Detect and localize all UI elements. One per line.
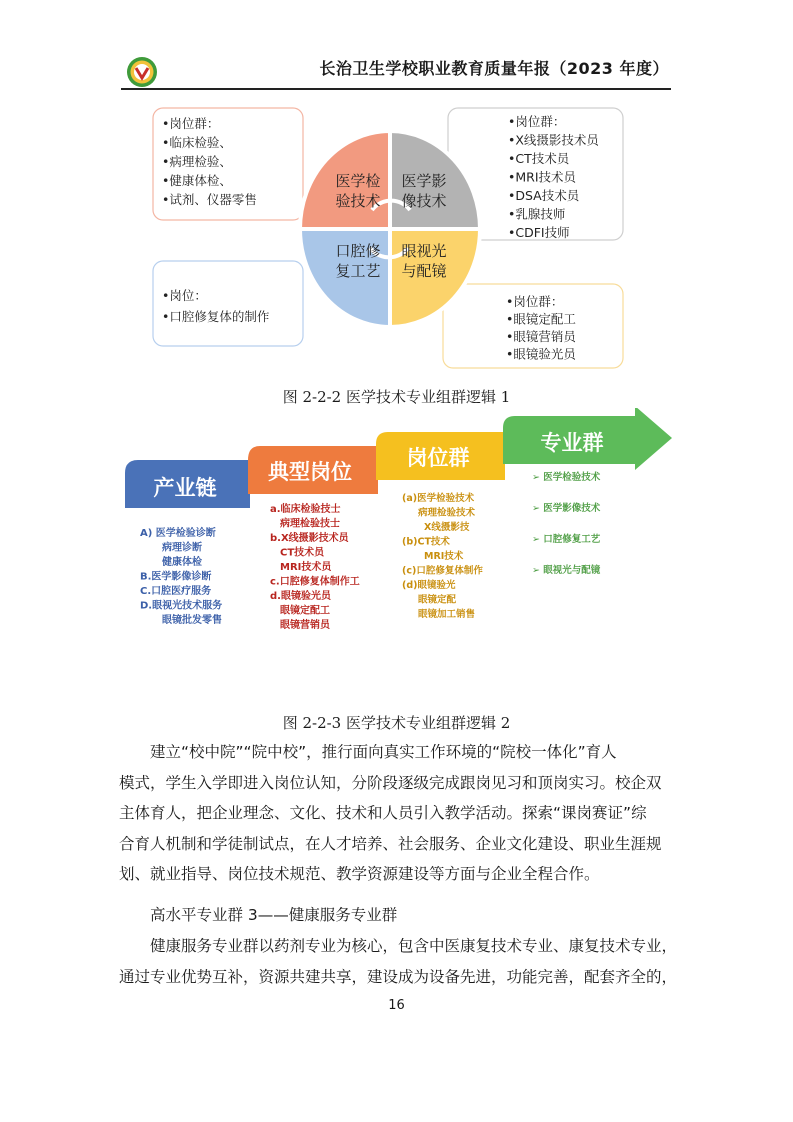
header-title: 长治卫生学校职业教育质量年报（2023 年度）: [319, 59, 669, 78]
quadrant-optometry-label-1: 眼视光: [401, 242, 447, 260]
box-imaging-line-5: •DSA技术员: [508, 188, 580, 203]
box-optometry-line-4: •眼镜验光员: [506, 346, 576, 362]
quadrant-dental-label-2: 复工艺: [335, 262, 381, 280]
paragraph-1: [119, 737, 675, 890]
paragraph-2-line-1: 健康服务专业群以药剂专业为核心，包含中医康复技术专业、康复技术专业，: [150, 937, 678, 955]
typical-post-line-5: MRI技术员: [280, 562, 332, 573]
typical-post-line-8: 眼镜定配工: [280, 605, 330, 617]
figure-2-caption: 图 2-2-3 医学技术专业组群逻辑 2: [282, 714, 511, 732]
box-dental-line-2: •口腔修复体的制作: [162, 309, 270, 324]
paragraph-1-line-1: 建立“校中院”“院中校”，推行面向真实工作环境的“院校一体化”育人: [150, 743, 617, 761]
post-group-line-3: X线摄影技: [424, 522, 470, 533]
box-imaging-line-6: •乳腺技师: [508, 206, 566, 222]
industry-chain-line-5: C.口腔医疗服务: [140, 586, 212, 597]
box-imaging-line-2: •X线摄影技术员: [508, 132, 599, 148]
quadrant-dental-label-1: 口腔修: [335, 242, 381, 260]
box-imaging-line-4: •MRI技术员: [508, 169, 577, 185]
industry-chain-line-3: 健康体检: [162, 557, 202, 568]
quadrant-optometry-label-2: 与配镜: [401, 262, 447, 280]
specialty-group-line-1: ➢ 医学检验技术: [532, 472, 601, 483]
school-logo: [126, 56, 158, 88]
box-clinical-line-3: •病理检验、: [162, 154, 232, 169]
post-group-line-7: (d)眼镜验光: [402, 580, 456, 591]
header-rule: [121, 88, 671, 90]
typical-post-line-9: 眼镜营销员: [280, 620, 330, 631]
specialty-group-list: [532, 471, 601, 576]
specialty-group-line-4: ➢ 眼视光与配镜: [532, 565, 601, 576]
box-dental-line-1: •岗位：: [162, 288, 207, 303]
industry-chain-list: [140, 526, 222, 626]
paragraph-1-line-2: 模式，学生入学即进入岗位认知，分阶段逐级完成跟岗见习和顶岗实习。校企双: [119, 773, 662, 792]
quadrant-clinical-label-1: 医学检: [335, 172, 381, 190]
specialty-group-line-2: ➢ 医学影像技术: [532, 503, 601, 514]
quadrant-imaging-label-1: 医学影: [401, 172, 447, 190]
stage-post-group-label: 岗位群: [406, 446, 470, 470]
post-group-line-1: (a)医学检验技术: [402, 493, 475, 504]
box-clinical-line-2: •临床检验、: [162, 135, 232, 150]
quadrant-imaging-label-2: 像技术: [401, 192, 447, 210]
post-group-line-9: 眼镜加工销售: [418, 609, 476, 620]
typical-post-line-1: a.临床检验技士: [270, 504, 341, 515]
quadrant-clinical-label-2: 验技术: [335, 192, 381, 210]
industry-chain-line-2: 病理诊断: [162, 542, 202, 554]
typical-post-list: [270, 502, 360, 631]
industry-chain-line-1: A) 医学检验诊断: [140, 528, 216, 539]
typical-post-line-7: d.眼镜验光员: [270, 591, 331, 602]
post-group-line-5: MRI技术: [424, 551, 464, 562]
box-imaging-line-7: •CDFI技师: [508, 225, 570, 240]
post-group-line-2: 病理检验技术: [418, 507, 476, 519]
specialty-group-line-3: ➢ 口腔修复工艺: [532, 534, 601, 545]
paragraph-2: [119, 931, 678, 992]
box-clinical-line-1: •岗位群：: [162, 116, 220, 131]
box-imaging-line-3: •CT技术员: [508, 151, 570, 166]
typical-post-line-4: CT技术员: [280, 547, 325, 559]
box-imaging-line-1: •岗位群：: [508, 114, 566, 129]
box-clinical-line-5: •试剂、仪器零售: [162, 192, 257, 207]
typical-post-line-2: 病理检验技士: [280, 518, 340, 530]
post-group-line-8: 眼镜定配: [418, 594, 457, 606]
box-optometry-line-3: •眼镜营销员: [506, 329, 576, 344]
box-optometry-line-1: •岗位群：: [506, 294, 564, 309]
box-optometry-line-2: •眼镜定配工: [506, 311, 576, 327]
paragraph-1-line-3: 主体育人，把企业理念、文化、技术和人员引入教学活动。探索“课岗赛证”综: [119, 804, 647, 823]
post-group-list: [402, 492, 483, 620]
typical-post-line-6: c.口腔修复体制作工: [270, 576, 360, 588]
post-group-line-6: (c)口腔修复体制作: [402, 565, 483, 577]
typical-post-line-3: b.X线摄影技术员: [270, 533, 349, 544]
industry-chain-line-7: 眼镜批发零售: [162, 615, 222, 626]
industry-chain-line-4: B.医学影像诊断: [140, 571, 212, 583]
figure-2-diagram: [120, 408, 680, 643]
page-number: 16: [388, 998, 405, 1013]
post-group-line-4: (b)CT技术: [402, 536, 450, 548]
box-clinical-line-4: •健康体检、: [162, 173, 232, 188]
paragraph-2-line-2: 通过专业优势互补，资源共建共享，建设成为设备先进，功能完善，配套齐全的，: [119, 967, 678, 986]
paragraph-1-line-4: 合育人机制和学徒制试点，在人才培养、社会服务、企业文化建设、职业生涯规: [119, 834, 662, 853]
stage-specialty-group-label: 专业群: [540, 431, 604, 455]
industry-chain-line-6: D.眼视光技术服务: [140, 600, 223, 612]
stage-industry-chain-label: 产业链: [153, 476, 217, 500]
paragraph-1-line-5: 划、就业指导、岗位技术规范、教学资源建设等方面与企业全程合作。: [119, 865, 600, 884]
stage-typical-post-label: 典型岗位: [268, 460, 352, 484]
figure-1-caption: 图 2-2-2 医学技术专业组群逻辑 1: [282, 388, 511, 406]
figure-1-diagram: [148, 106, 628, 371]
box-dental: [153, 261, 303, 346]
section-heading: 高水平专业群 3——健康服务专业群: [150, 906, 398, 924]
